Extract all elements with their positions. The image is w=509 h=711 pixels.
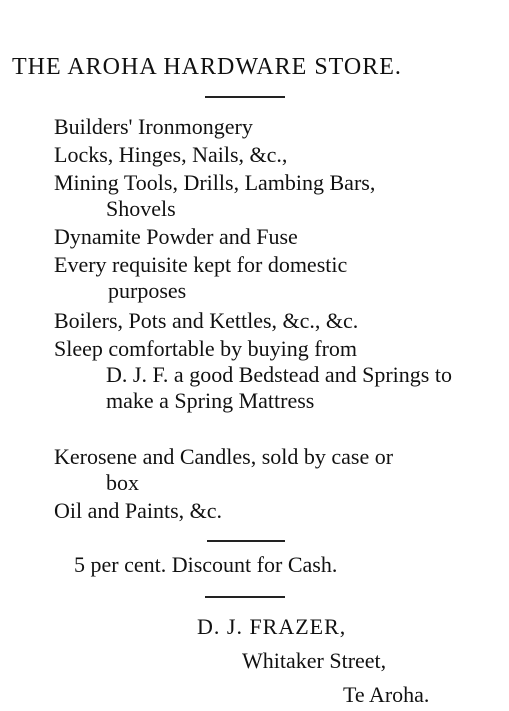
title-divider — [205, 96, 285, 98]
signature-divider — [205, 596, 285, 598]
item-text: Sleep comfortable by buying from — [54, 336, 358, 361]
list-item-bedstead — [54, 336, 499, 414]
advert-title: THE AROHA HARDWARE STORE. — [12, 54, 402, 80]
item-text: Dynamite Powder and Fuse — [54, 224, 298, 249]
list-item-mining-tools — [54, 170, 499, 222]
item-continuation: Shovels — [106, 196, 176, 221]
item-text: Locks, Hinges, Nails, &c., — [54, 142, 288, 167]
item-text: Oil and Paints, &c. — [54, 498, 223, 523]
item-text: Every requisite kept for domestic — [54, 252, 348, 277]
address-street: Whitaker Street, — [242, 648, 387, 673]
list-item-dynamite — [54, 224, 499, 250]
address-town: Te Aroha. — [343, 682, 430, 707]
discount-note: 5 per cent. Discount for Cash. — [74, 552, 338, 577]
item-continuation: D. J. F. a good Bedstead and Springs to make a Spring Mattress — [106, 362, 452, 413]
list-item-ironmongery — [54, 114, 499, 140]
discount-divider — [207, 540, 285, 542]
item-text: Kerosene and Candles, sold by case or — [54, 444, 394, 469]
proprietor-name: D. J. FRAZER, — [197, 614, 347, 639]
item-text: Mining Tools, Drills, Lambing Bars, — [54, 170, 376, 195]
list-item-boilers — [54, 308, 499, 334]
list-item-domestic — [54, 252, 499, 304]
item-text: Builders' Ironmongery — [54, 114, 253, 139]
list-item-oil — [54, 498, 499, 524]
item-continuation: purposes — [108, 278, 187, 303]
item-continuation: box — [106, 470, 139, 495]
item-text: Boilers, Pots and Kettles, &c., &c. — [54, 308, 359, 333]
list-item-locks — [54, 142, 499, 168]
list-item-kerosene — [54, 444, 499, 496]
